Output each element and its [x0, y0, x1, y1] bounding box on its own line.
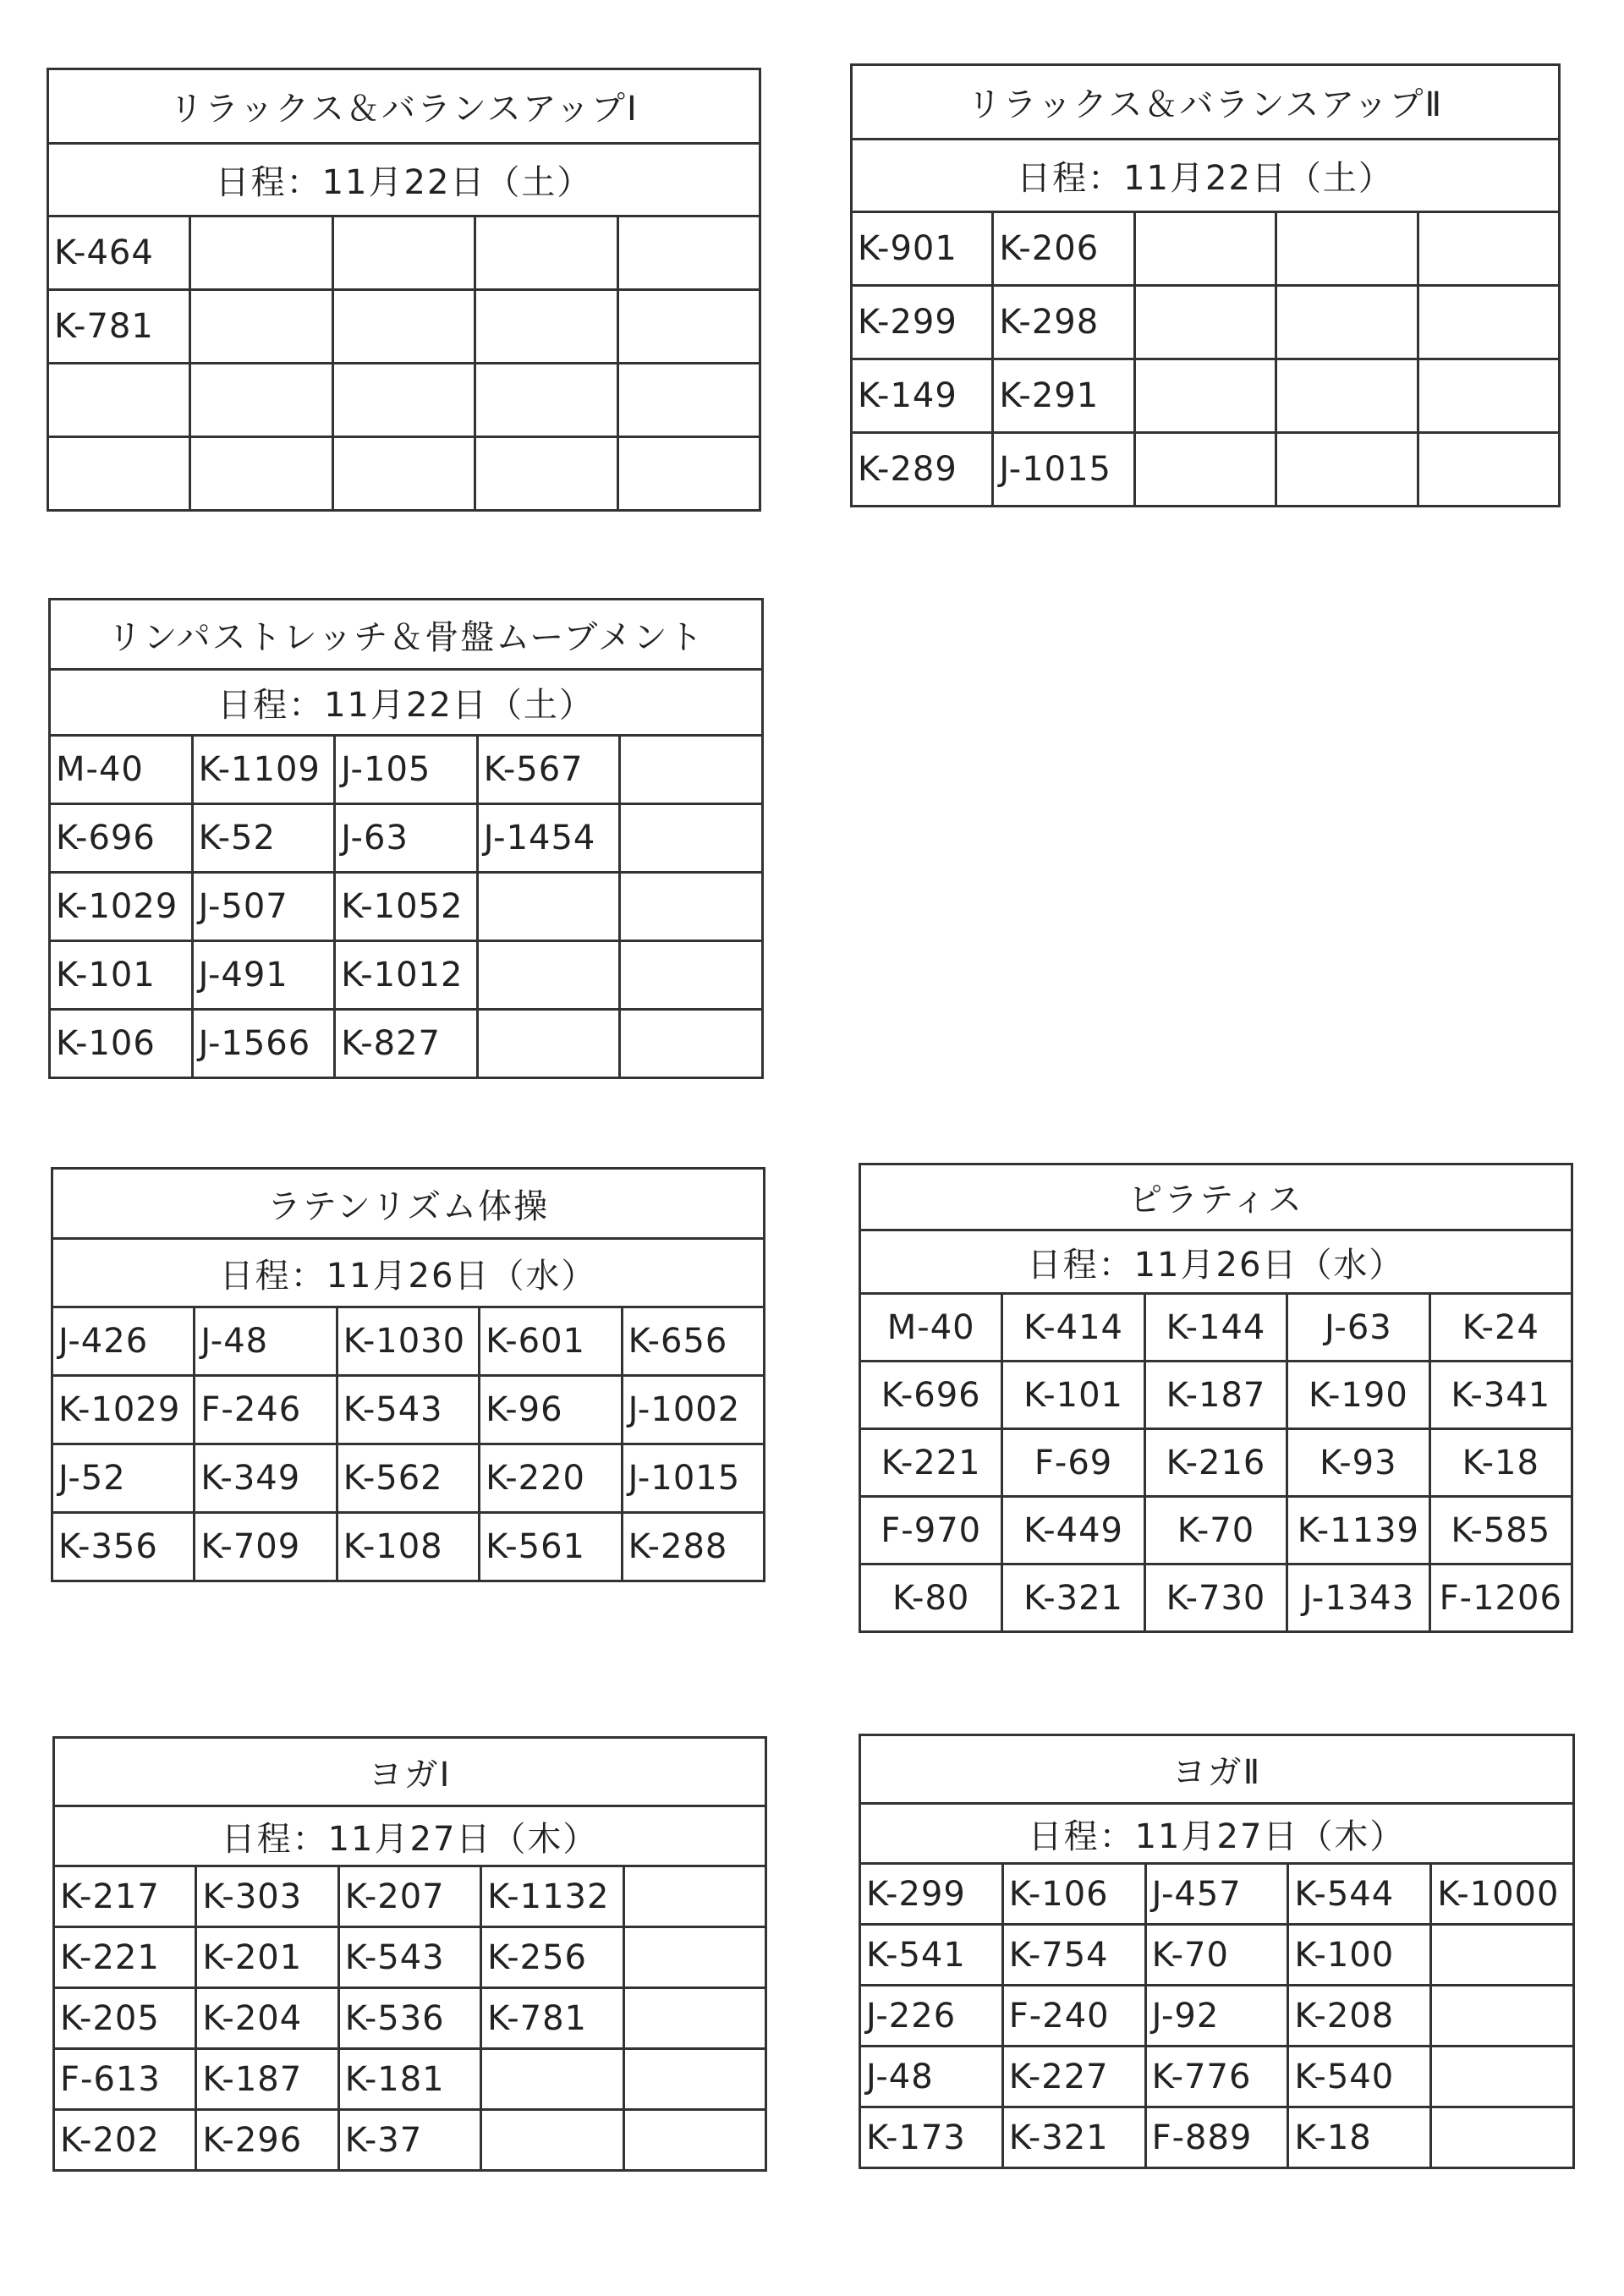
- participant-cell: F-246: [195, 1376, 337, 1444]
- participant-cell: K-173: [860, 2107, 1003, 2168]
- participant-cell: K-299: [860, 1864, 1003, 1925]
- participant-cell: K-207: [338, 1866, 480, 1927]
- participant-cell: [477, 873, 620, 941]
- table-row: [54, 1866, 766, 1927]
- participant-cell: J-491: [192, 941, 335, 1010]
- participant-cell: J-52: [52, 1444, 195, 1513]
- participant-cell: F-970: [860, 1497, 1002, 1564]
- participant-cell: K-1030: [337, 1307, 479, 1376]
- participant-cell: K-296: [196, 2110, 338, 2171]
- participant-cell: F-69: [1002, 1429, 1144, 1497]
- schedule-table-lymph-stretch: [48, 598, 764, 1079]
- table-row: [50, 873, 763, 941]
- participant-cell: K-205: [54, 1988, 196, 2049]
- participant-cell: K-696: [50, 804, 193, 873]
- participant-cell: K-101: [50, 941, 193, 1010]
- participant-cell: [620, 736, 763, 804]
- table-row: [852, 286, 1560, 359]
- participant-cell: K-543: [337, 1376, 479, 1444]
- participant-cell: [623, 2110, 765, 2171]
- participant-cell: J-1454: [477, 804, 620, 873]
- participant-cell: [477, 941, 620, 1010]
- participant-cell: K-24: [1429, 1294, 1572, 1362]
- participant-cell: J-1343: [1287, 1564, 1429, 1632]
- participant-cell: J-105: [335, 736, 478, 804]
- table-row: [50, 941, 763, 1010]
- participant-cell: [623, 1866, 765, 1927]
- participant-cell: K-187: [1144, 1362, 1287, 1429]
- participant-cell: K-144: [1144, 1294, 1287, 1362]
- table-row: [860, 2047, 1574, 2107]
- table-row: [860, 1429, 1572, 1497]
- participant-cell: K-206: [993, 212, 1134, 286]
- participant-cell: [623, 1988, 765, 2049]
- class-title: リラックス＆バランスアップⅠ: [48, 69, 760, 144]
- participant-cell: K-18: [1429, 1429, 1572, 1497]
- participant-cell: K-709: [195, 1513, 337, 1581]
- table-row: [852, 359, 1560, 433]
- table-row: [48, 364, 760, 437]
- participant-cell: K-201: [196, 1927, 338, 1988]
- participant-cell: [620, 804, 763, 873]
- participant-cell: K-754: [1002, 1925, 1145, 1986]
- table-row: [50, 736, 763, 804]
- participant-cell: K-221: [54, 1927, 196, 1988]
- participant-cell: K-1139: [1287, 1497, 1429, 1564]
- table-row: [860, 1564, 1572, 1632]
- participant-cell: K-449: [1002, 1497, 1144, 1564]
- participant-cell: [1134, 212, 1276, 286]
- participant-cell: J-426: [52, 1307, 195, 1376]
- participant-cell: [620, 941, 763, 1010]
- schedule-table-latin-rhythm: [51, 1167, 765, 1582]
- participant-cell: [190, 290, 332, 364]
- participant-cell: [623, 2049, 765, 2110]
- participant-cell: K-349: [195, 1444, 337, 1513]
- participant-cell: [620, 1010, 763, 1078]
- table-row: [50, 804, 763, 873]
- class-date: 日程：11月22日（土）: [50, 670, 763, 736]
- participant-cell: [1134, 359, 1276, 433]
- table-row: [48, 216, 760, 290]
- class-title: リンパストレッチ＆骨盤ムーブメント: [50, 600, 763, 670]
- participant-cell: [617, 216, 760, 290]
- participant-cell: K-1109: [192, 736, 335, 804]
- participant-cell: [1418, 286, 1559, 359]
- participant-cell: K-585: [1429, 1497, 1572, 1564]
- participant-cell: [481, 2049, 623, 2110]
- class-title: リラックス＆バランスアップⅡ: [852, 65, 1560, 140]
- participant-cell: K-100: [1288, 1925, 1431, 1986]
- class-title: ヨガⅡ: [860, 1735, 1574, 1804]
- table-row: [860, 2107, 1574, 2168]
- class-title: ピラティス: [860, 1164, 1572, 1230]
- class-date: 日程：11月26日（水）: [860, 1230, 1572, 1294]
- participant-cell: K-289: [852, 433, 993, 507]
- participant-cell: K-204: [196, 1988, 338, 2049]
- participant-cell: K-181: [338, 2049, 480, 2110]
- participant-cell: M-40: [860, 1294, 1002, 1362]
- participant-cell: [332, 216, 475, 290]
- participant-cell: J-1015: [622, 1444, 764, 1513]
- participant-cell: K-149: [852, 359, 993, 433]
- participant-cell: [1276, 359, 1418, 433]
- participant-cell: K-827: [335, 1010, 478, 1078]
- participant-cell: J-507: [192, 873, 335, 941]
- class-title: ヨガⅠ: [54, 1738, 766, 1806]
- participant-cell: K-1029: [50, 873, 193, 941]
- participant-cell: [617, 364, 760, 437]
- participant-cell: K-221: [860, 1429, 1002, 1497]
- participant-cell: K-108: [337, 1513, 479, 1581]
- participant-cell: K-1052: [335, 873, 478, 941]
- participant-cell: K-187: [196, 2049, 338, 2110]
- table-row: [48, 437, 760, 511]
- participant-cell: K-52: [192, 804, 335, 873]
- participant-cell: [332, 290, 475, 364]
- participant-cell: K-1029: [52, 1376, 195, 1444]
- schedule-table-relax-balance-2: [850, 63, 1561, 507]
- participant-cell: [1431, 2047, 1574, 2107]
- participant-cell: [623, 1927, 765, 1988]
- participant-cell: K-730: [1144, 1564, 1287, 1632]
- schedule-table-yoga-1: [52, 1736, 767, 2172]
- participant-cell: [1276, 286, 1418, 359]
- participant-cell: K-106: [50, 1010, 193, 1078]
- table-row: [48, 290, 760, 364]
- participant-cell: K-220: [480, 1444, 622, 1513]
- participant-cell: [1276, 433, 1418, 507]
- participant-cell: [190, 216, 332, 290]
- participant-cell: J-1002: [622, 1376, 764, 1444]
- participant-cell: K-540: [1288, 2047, 1431, 2107]
- participant-cell: [1418, 433, 1559, 507]
- participant-cell: [48, 364, 190, 437]
- participant-cell: K-781: [481, 1988, 623, 2049]
- participant-cell: [475, 364, 617, 437]
- participant-cell: K-321: [1002, 2107, 1145, 2168]
- participant-cell: K-341: [1429, 1362, 1572, 1429]
- table-row: [860, 1986, 1574, 2047]
- participant-cell: K-303: [196, 1866, 338, 1927]
- participant-cell: K-536: [338, 1988, 480, 2049]
- participant-cell: [617, 290, 760, 364]
- participant-cell: [332, 437, 475, 511]
- participant-cell: K-1132: [481, 1866, 623, 1927]
- participant-cell: [1276, 212, 1418, 286]
- participant-cell: K-80: [860, 1564, 1002, 1632]
- participant-cell: [190, 364, 332, 437]
- participant-cell: J-1015: [993, 433, 1134, 507]
- participant-cell: K-543: [338, 1927, 480, 1988]
- participant-cell: K-601: [480, 1307, 622, 1376]
- schedule-table-pilates: [859, 1163, 1573, 1633]
- table-row: [52, 1513, 765, 1581]
- participant-cell: K-18: [1288, 2107, 1431, 2168]
- participant-cell: [1134, 286, 1276, 359]
- participant-cell: K-190: [1287, 1362, 1429, 1429]
- table-row: [52, 1307, 765, 1376]
- participant-cell: K-93: [1287, 1429, 1429, 1497]
- participant-cell: K-541: [860, 1925, 1003, 1986]
- table-row: [54, 2110, 766, 2171]
- participant-cell: K-227: [1002, 2047, 1145, 2107]
- schedule-table-relax-balance-1: [47, 68, 761, 512]
- participant-cell: F-1206: [1429, 1564, 1572, 1632]
- participant-cell: K-901: [852, 212, 993, 286]
- participant-cell: F-889: [1145, 2107, 1288, 2168]
- participant-cell: K-70: [1145, 1925, 1288, 1986]
- participant-cell: K-696: [860, 1362, 1002, 1429]
- participant-cell: M-40: [50, 736, 193, 804]
- participant-cell: K-291: [993, 359, 1134, 433]
- participant-cell: K-356: [52, 1513, 195, 1581]
- participant-cell: F-240: [1002, 1986, 1145, 2047]
- participant-cell: [1418, 359, 1559, 433]
- participant-cell: J-92: [1145, 1986, 1288, 2047]
- class-date: 日程：11月27日（木）: [54, 1806, 766, 1866]
- participant-cell: K-567: [477, 736, 620, 804]
- participant-cell: K-37: [338, 2110, 480, 2171]
- table-row: [852, 212, 1560, 286]
- table-row: [860, 1497, 1572, 1564]
- table-row: [852, 433, 1560, 507]
- participant-cell: K-216: [1144, 1429, 1287, 1497]
- participant-cell: [1431, 1986, 1574, 2047]
- participant-cell: K-299: [852, 286, 993, 359]
- table-row: [860, 1925, 1574, 1986]
- participant-cell: K-208: [1288, 1986, 1431, 2047]
- participant-cell: J-1566: [192, 1010, 335, 1078]
- participant-cell: K-106: [1002, 1864, 1145, 1925]
- participant-cell: K-414: [1002, 1294, 1144, 1362]
- table-row: [54, 1927, 766, 1988]
- participant-cell: [332, 364, 475, 437]
- participant-cell: J-48: [860, 2047, 1003, 2107]
- table-row: [50, 1010, 763, 1078]
- class-date: 日程：11月22日（土）: [852, 140, 1560, 212]
- participant-cell: K-776: [1145, 2047, 1288, 2107]
- participant-cell: [477, 1010, 620, 1078]
- participant-cell: K-656: [622, 1307, 764, 1376]
- participant-cell: K-217: [54, 1866, 196, 1927]
- participant-cell: [475, 437, 617, 511]
- participant-cell: J-226: [860, 1986, 1003, 2047]
- participant-cell: [1431, 2107, 1574, 2168]
- participant-cell: K-96: [480, 1376, 622, 1444]
- participant-cell: J-63: [1287, 1294, 1429, 1362]
- participant-cell: [1134, 433, 1276, 507]
- participant-cell: K-70: [1144, 1497, 1287, 1564]
- class-date: 日程：11月26日（水）: [52, 1239, 765, 1307]
- participant-cell: K-562: [337, 1444, 479, 1513]
- participant-cell: K-202: [54, 2110, 196, 2171]
- participant-cell: J-457: [1145, 1864, 1288, 1925]
- class-date: 日程：11月22日（土）: [48, 144, 760, 216]
- participant-cell: [475, 290, 617, 364]
- table-row: [52, 1444, 765, 1513]
- participant-cell: [481, 2110, 623, 2171]
- schedule-table-yoga-2: [859, 1734, 1575, 2169]
- table-row: [54, 2049, 766, 2110]
- participant-cell: [1418, 212, 1559, 286]
- class-date: 日程：11月27日（木）: [860, 1804, 1574, 1864]
- table-row: [52, 1376, 765, 1444]
- participant-cell: F-613: [54, 2049, 196, 2110]
- participant-cell: [1431, 1925, 1574, 1986]
- participant-cell: J-48: [195, 1307, 337, 1376]
- table-row: [54, 1988, 766, 2049]
- participant-cell: [190, 437, 332, 511]
- participant-cell: [48, 437, 190, 511]
- participant-cell: K-561: [480, 1513, 622, 1581]
- participant-cell: K-1012: [335, 941, 478, 1010]
- participant-cell: K-464: [48, 216, 190, 290]
- table-row: [860, 1294, 1572, 1362]
- participant-cell: K-781: [48, 290, 190, 364]
- table-row: [860, 1864, 1574, 1925]
- participant-cell: K-288: [622, 1513, 764, 1581]
- table-row: [860, 1362, 1572, 1429]
- participant-cell: K-1000: [1431, 1864, 1574, 1925]
- participant-cell: [617, 437, 760, 511]
- participant-cell: [620, 873, 763, 941]
- class-title: ラテンリズム体操: [52, 1169, 765, 1239]
- participant-cell: K-544: [1288, 1864, 1431, 1925]
- participant-cell: J-63: [335, 804, 478, 873]
- participant-cell: [475, 216, 617, 290]
- participant-cell: K-101: [1002, 1362, 1144, 1429]
- participant-cell: K-298: [993, 286, 1134, 359]
- participant-cell: K-321: [1002, 1564, 1144, 1632]
- participant-cell: K-256: [481, 1927, 623, 1988]
